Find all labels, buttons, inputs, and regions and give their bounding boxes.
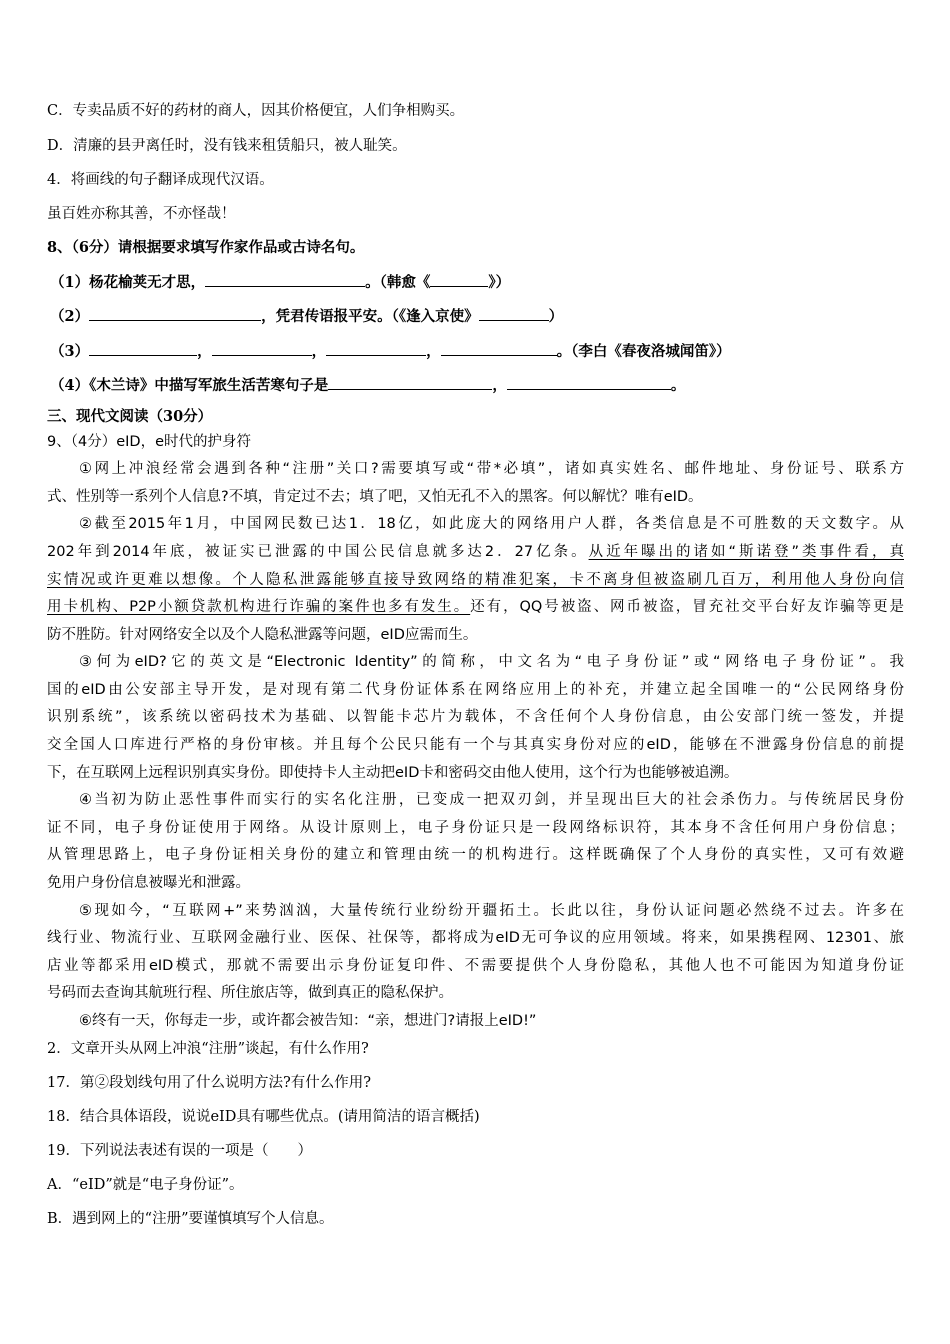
passage-p4-line: 证不同，电子身份证使用于网络。从设计原则上，电子身份证只是一段网络标识符，其本身不含任何用户身份信息； xyxy=(47,820,904,836)
passage-p1-line: ①网上冲浪经常会遇到各种“注册”关口?需要填写或“带*必填”，诸如真实姓名、邮件地址、身份证号、联系方 xyxy=(79,461,904,477)
answer-blank[interactable] xyxy=(89,340,197,356)
q8-line-3: （3） ， ， ， 。（李白《春夜洛城闻笛》） xyxy=(50,340,731,362)
passage-p4-line: 从管理思路上，电子身份证相关身份的建立和管理由统一的机构进行。这样既确保了个人身份的真实性，又可有效避 xyxy=(47,847,904,863)
answer-blank[interactable] xyxy=(430,271,488,287)
answer-blank[interactable] xyxy=(89,305,261,321)
question-2: 2．文章开头从网上冲浪“注册”谈起，有什么作用? xyxy=(47,1041,369,1057)
passage-p3-line: ③何为eID?它的英文是“Electronic Identity”的简称，中文名为“电子身份证”或“网络电子身份证”。我 xyxy=(79,654,904,670)
passage-p2-line: 用卡机构、P2P小额贷款机构进行诈骗的案件也多有发生。还有，QQ号被盗、网币被盗，冒充社交平台好友诈骗等更是 xyxy=(47,599,904,615)
underlined-sentence: 实情况或许更难以想像。个人隐私泄露能够直接导致网络的精准犯案，卡不离身但被盗刷几百万，利用他人身份向信 xyxy=(47,572,904,588)
passage-p2-line: ②截至2015年1月，中国网民数已达1．18亿，如此庞大的网络用户人群，各类信息是不可胜数的天文数字。从 xyxy=(79,516,904,532)
question-18: 18．结合具体语段，说说eID具有哪些优点。(请用简洁的语言概括) xyxy=(47,1109,480,1125)
passage-p3-line: 交全国人口库进行严格的身份审核。并且每个公民只能有一个与其真实身份对应的eID，能够在不泄露身份信息的前提 xyxy=(47,737,904,753)
passage-p5-line: ⑤现如今，“互联网+”来势汹汹，大量传统行业纷纷开疆拓土。长此以往，身份认证问题必然绕不过去。许多在 xyxy=(79,903,904,919)
q8-line-1: （1）杨花榆荚无才思， 。（韩愈《 》） xyxy=(50,271,510,293)
underlined-sentence: 从近年曝出的诸如“斯诺登”类事件看，真 xyxy=(588,544,904,560)
passage-p6-line: ⑥终有一天，你每走一步，或许都会被告知：“亲，想进门?请报上eID!” xyxy=(79,1013,537,1029)
q7-option-c: C．专卖品质不好的药材的商人，因其价格便宜，人们争相购买。 xyxy=(47,103,465,119)
passage-p2-line: 防不胜防。针对网络安全以及个人隐私泄露等问题，eID应需而生。 xyxy=(47,627,478,643)
answer-blank[interactable] xyxy=(205,271,365,287)
answer-blank[interactable] xyxy=(479,305,549,321)
q4-sentence: 虽百姓亦称其善，不亦怪哉！ xyxy=(47,206,236,222)
q8-line-4: （4）《木兰诗》中描写军旅生活苦寒句子是 ， 。 xyxy=(50,374,685,396)
answer-blank[interactable] xyxy=(326,340,426,356)
answer-blank[interactable] xyxy=(212,340,312,356)
q19-option-b: B．遇到网上的“注册”要谨慎填写个人信息。 xyxy=(47,1211,334,1227)
answer-blank[interactable] xyxy=(507,374,671,390)
answer-blank[interactable] xyxy=(441,340,557,356)
passage-p5-line: 线行业、物流行业、互联网金融行业、医保、社保等，都将成为eID无可争议的应用领域。将来，如果携程网、12301、旅 xyxy=(47,930,904,946)
passage-p4-line: 免用户身份信息被曝光和泄露。 xyxy=(47,875,250,891)
question-19: 19．下列说法表述有误的一项是（ ） xyxy=(47,1143,312,1159)
passage-p2-line: 202年到2014年底，被证实已泄露的中国公民信息就多达2．27亿条。从近年曝出的诸如“斯诺登”类事件看，真 xyxy=(47,544,904,560)
passage-p5-line: 店业等都采用eID模式，那就不需要出示身份证复印件、不需要提供个人身份隐私，其他人也不可能因为知道身份证 xyxy=(47,958,904,974)
section-heading: 三、现代文阅读（30分） xyxy=(47,408,213,425)
answer-blank[interactable] xyxy=(328,374,492,390)
q7-option-d: D．清廉的县尹离任时，没有钱来租赁船只，被人耻笑。 xyxy=(47,138,407,154)
q8-line-2: （2） ，凭君传语报平安。（《逢入京使》 ） xyxy=(50,305,563,327)
q19-option-a: A．“eID”就是“电子身份证”。 xyxy=(47,1177,244,1193)
passage-p3-line: 国的eID由公安部主导开发，是对现有第二代身份证体系在网络应用上的补充，并建立起全国唯一的“公民网络身份 xyxy=(47,682,904,698)
passage-p4-line: ④当初为防止恶性事件而实行的实名化注册，已变成一把双刃剑，并呈现出巨大的社会杀伤力。与传统居民身份 xyxy=(79,792,904,808)
passage-p3-line: 识别系统”，该系统以密码技术为基础、以智能卡芯片为载体，不含任何个人身份信息，由公安部门统一签发，并提 xyxy=(47,709,904,725)
question-17: 17．第②段划线句用了什么说明方法?有什么作用? xyxy=(47,1075,371,1091)
passage-p1-line: 式、性别等一系列个人信息?不填，肯定过不去；填了吧，又怕无孔不入的黑客。何以解忧？唯有eID。 xyxy=(47,489,703,505)
q4-prompt: 4．将画线的句子翻译成现代汉语。 xyxy=(47,172,274,188)
passage-p3-line: 下，在互联网上远程识别真实身份。即使持卡人主动把eID卡和密码交由他人使用，这个行为也能够被追溯。 xyxy=(47,765,739,781)
passage-p5-line: 号码而去查询其航班行程、所住旅店等，做到真正的隐私保护。 xyxy=(47,985,453,1001)
q8-heading: 8、（6分）请根据要求填写作家作品或古诗名句。 xyxy=(47,239,365,256)
q9-title: 9、（4分）eID，e时代的护身符 xyxy=(47,434,251,450)
underlined-sentence: 用卡机构、P2P小额贷款机构进行诈骗的案件也多有发生。 xyxy=(47,599,471,615)
